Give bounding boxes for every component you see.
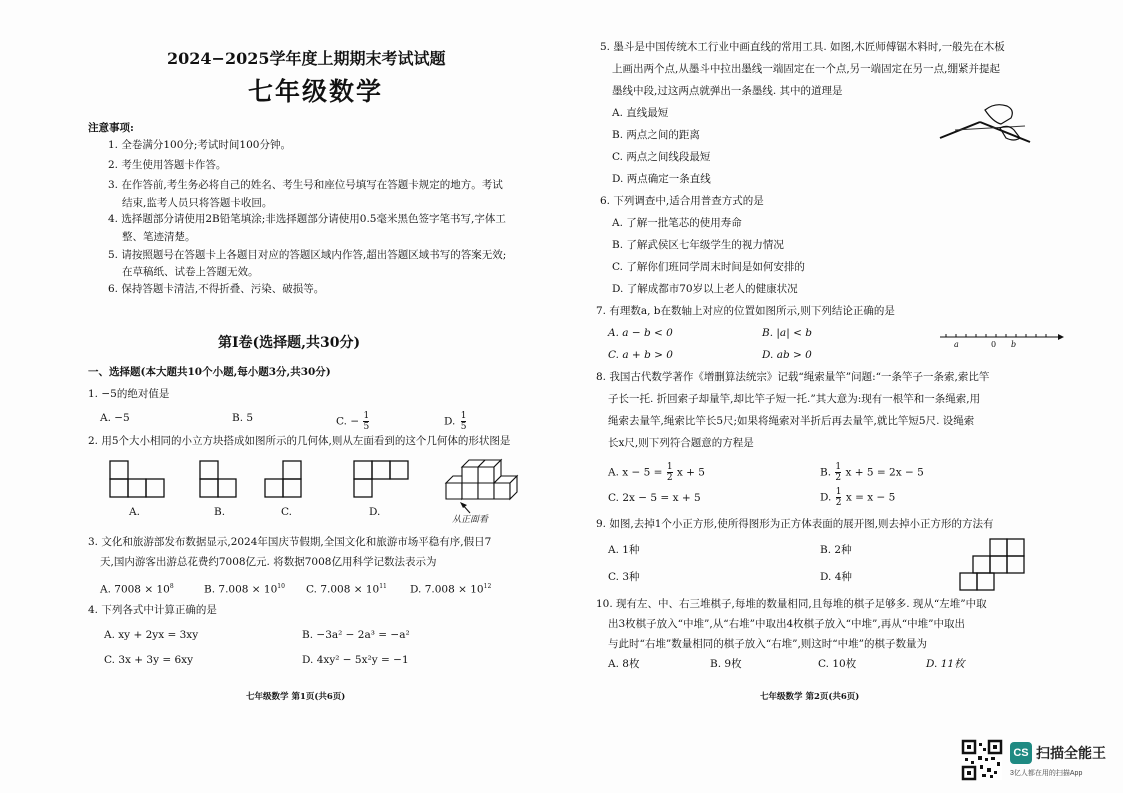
question-3-line: 3. 文化和旅游部发布数据显示,2024年国庆节假期,全国文化和旅游市场平稳有序,假日7 <box>88 536 492 548</box>
option-b: B. 了解武侯区七年级学生的视力情况 <box>612 239 784 251</box>
figure-label-a: A. <box>129 506 140 518</box>
notice-line: 3. 在作答前,考生务必将自己的姓名、考生号和座位号填写在答题卡规定的地方。考试 <box>108 179 503 191</box>
question-10-line: 10. 现有左、中、右三堆棋子,每堆的数量相同,且每堆的棋子足够多. 现从“左堆”中取 <box>596 598 987 610</box>
fraction: $\frac{1}{2}$ <box>666 462 673 483</box>
exam-title: 2024−2025学年度上期期末考试试题 <box>167 49 446 68</box>
notice-line: 1. 全卷满分100分;考试时间100分钟。 <box>108 139 291 151</box>
option-d: D. $\frac{1}{2}$ x = x − 5 <box>820 487 896 508</box>
option-d: D. 两点确定一条直线 <box>612 173 711 185</box>
option-d: D. 4xy² − 5x²y = −1 <box>302 654 409 666</box>
question-4-stem: 4. 下列各式中计算正确的是 <box>88 604 217 616</box>
option-c: C. a + b > 0 <box>608 349 673 361</box>
option-b: B. 9枚 <box>710 658 742 670</box>
view-direction-label: 从正面看 <box>452 515 489 525</box>
option-b: B. 5 <box>232 412 254 424</box>
cube-net-figure <box>560 0 1123 793</box>
option-b: B. |a| < b <box>762 327 812 339</box>
page-footer: 七年级数学 第1页(共6页) <box>246 692 346 702</box>
question-2-stem: 2. 用5个大小相同的小立方块搭成如图所示的几何体,则从左面看到的这个几何体的形状图是 <box>88 435 511 447</box>
option-c: C. 了解你们班同学周末时间是如何安排的 <box>612 261 805 273</box>
option-a: A. 了解一批笔芯的使用寿命 <box>612 217 742 229</box>
option-c: C. $7.008 \times 10^{11}$ <box>306 583 387 596</box>
axis-label-b: b <box>1011 340 1017 349</box>
option-a: A. x − 5 = $\frac{1}{2}$ x + 5 <box>608 462 705 483</box>
option-d: D. ab > 0 <box>762 349 812 361</box>
arrow-head <box>460 502 467 508</box>
page-footer: 七年级数学 第2页(共6页) <box>760 692 860 702</box>
option-b: B. 2种 <box>820 544 852 556</box>
question-10-line: 与此时“右堆”数量相同的棋子放入“右堆”,则这时“中堆”的棋子数量为 <box>608 638 928 650</box>
option-d: D. $\frac{1}{5}$ <box>444 411 467 432</box>
notice-line: 2. 考生使用答题卡作答。 <box>108 159 227 171</box>
question-5-line: 上画出两个点,从墨斗中拉出墨线一端固定在一个点,另一端固定在另一点,绷紧并提起 <box>612 63 1001 75</box>
cube-solid-figure <box>446 460 517 499</box>
option-d: D. 4种 <box>820 571 852 583</box>
fraction: $\frac{1}{2}$ <box>835 487 842 508</box>
notice-line: 4. 选择题部分请使用2B铅笔填涂;非选择题部分请使用0.5毫米黑色签字笔书写,字体工 <box>108 213 506 225</box>
fraction: $\frac{1}{5}$ <box>363 411 370 432</box>
option-c: C. 两点之间线段最短 <box>612 151 711 163</box>
axis-label-zero: 0 <box>991 340 997 349</box>
figure-a <box>110 461 164 497</box>
option-c: C. − $\frac{1}{5}$ <box>336 411 370 432</box>
question-10-line: 出3枚棋子放入“中堆”,从“右堆”中取出4枚棋子放入“中堆”,再从“中堆”中取出 <box>608 618 965 630</box>
fraction: $\frac{1}{2}$ <box>835 462 842 483</box>
question-7-stem: 7. 有理数a, b在数轴上对应的位置如图所示,则下列结论正确的是 <box>596 305 895 317</box>
option-a: A. 8枚 <box>608 658 640 670</box>
option-a: A. xy + 2yx = 3xy <box>104 629 199 641</box>
option-a: A. 1种 <box>608 544 640 556</box>
option-d: D. 11枚 <box>926 658 965 670</box>
question-8-line: 8. 我国古代数学著作《增删算法统宗》记载“绳索量竿”问题:“一条竿子一条索,索比竿 <box>596 371 990 383</box>
option-a: A. a − b < 0 <box>608 327 673 339</box>
figure-label-b: B. <box>214 506 226 518</box>
section-title: 第Ⅰ卷(选择题,共30分) <box>218 335 361 351</box>
notice-line: 整、笔迹清楚。 <box>122 231 196 243</box>
camscanner-logo: CS <box>1010 742 1032 764</box>
figure-b <box>200 461 236 497</box>
option-a: A. −5 <box>100 412 130 424</box>
option-a: A. 直线最短 <box>612 107 669 119</box>
notice-line: 结束,监考人员只将答题卡收回。 <box>122 197 273 209</box>
notice-line: 在草稿纸、试卷上答题无效。 <box>122 266 259 278</box>
option-d: D. 了解成都市70岁以上老人的健康状况 <box>612 283 798 295</box>
exam-page-2 <box>560 0 1123 793</box>
option-b: B. $\frac{1}{2}$ x + 5 = 2x − 5 <box>820 462 924 483</box>
question-9-stem: 9. 如图,去掉1个小正方形,使所得图形为正方体表面的展开图,则去掉小正方形的方法有 <box>596 518 994 530</box>
option-c: C. 10枚 <box>818 658 857 670</box>
camscanner-tagline: 3亿人都在用的扫描App <box>1010 770 1083 777</box>
question-8-line: 长x尺,则下列符合题意的方程是 <box>608 437 754 449</box>
notice-line: 6. 保持答题卡清洁,不得折叠、污染、破损等。 <box>108 283 325 295</box>
notice-heading: 注意事项: <box>88 122 134 134</box>
option-c: C. 3种 <box>608 571 640 583</box>
option-c: C. 3x + 3y = 6xy <box>104 654 194 666</box>
axis-label-a: a <box>954 340 959 349</box>
qr-code-icon <box>962 740 1002 780</box>
question-6-stem: 6. 下列调查中,适合用普查方式的是 <box>600 195 764 207</box>
question-5-line: 5. 墨斗是中国传统木工行业中画直线的常用工具. 如图,木匠师傅锯木料时,一般先在木板 <box>600 41 1005 53</box>
figure-label-d: D. <box>369 506 381 518</box>
figure-c <box>265 461 301 497</box>
q2-figures <box>0 0 560 793</box>
option-b: B. $7.008 \times 10^{10}$ <box>204 583 285 596</box>
question-3-line: 天,国内游客出游总花费约7008亿元. 将数据7008亿用科学记数法表示为 <box>100 556 437 568</box>
question-1-stem: 1. −5的绝对值是 <box>88 388 170 400</box>
option-d: D. $7.008 \times 10^{12}$ <box>410 583 492 596</box>
notice-line: 5. 请按照题号在答题卡上各题目对应的答题区域内作答,超出答题区域书写的答案无效; <box>108 249 507 261</box>
option-b: B. −3a² − 2a³ = −a² <box>302 629 410 641</box>
exam-subtitle: 七年级数学 <box>248 77 384 106</box>
fraction: $\frac{1}{5}$ <box>460 411 467 432</box>
question-5-line: 墨线中段,过这两点就弹出一条墨线. 其中的道理是 <box>612 85 843 97</box>
question-8-line: 绳索去量竿,绳索比竿长5尺;如果将绳索对半折后再去量竿,就比竿短5尺. 设绳索 <box>608 415 975 427</box>
figure-d <box>354 461 408 497</box>
part-heading: 一、选择题(本大题共10个小题,每小题3分,共30分) <box>88 366 331 378</box>
question-8-line: 子长一托. 折回索子却量竿,却比竿子短一托.”其大意为:现有一根竿和一条绳索,用 <box>608 393 981 405</box>
camscanner-name: 扫描全能王 <box>1036 745 1106 761</box>
option-c: C. 2x − 5 = x + 5 <box>608 492 701 504</box>
exam-page-1 <box>0 0 560 793</box>
option-b: B. 两点之间的距离 <box>612 129 700 141</box>
figure-label-c: C. <box>281 506 292 518</box>
option-a: A. $7008 \times 10^8$ <box>100 583 174 596</box>
